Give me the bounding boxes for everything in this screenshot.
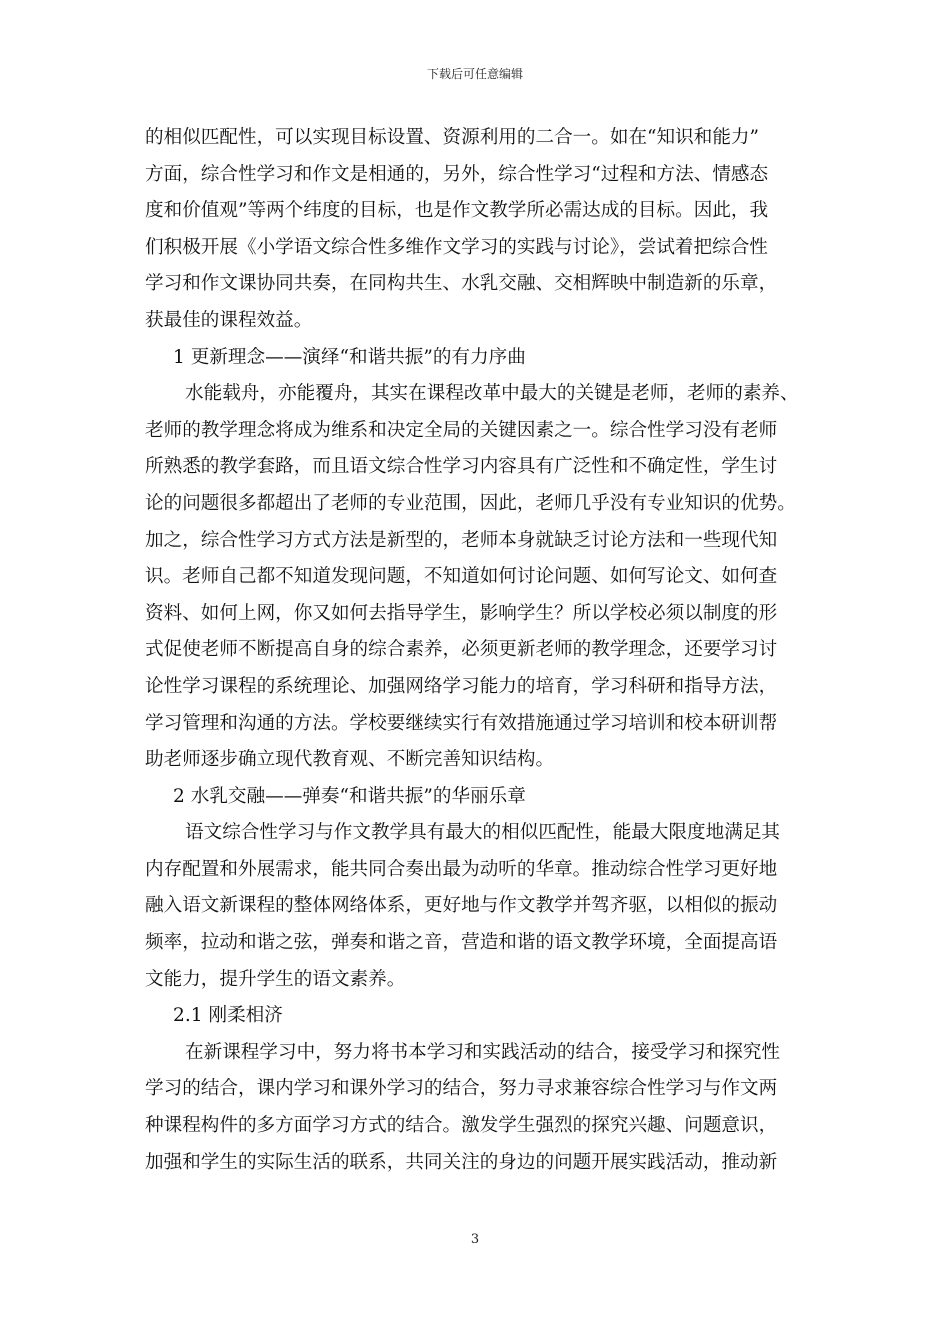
text-line: 论性学习课程的系统理论、加强网络学习能力的培育，学习科研和指导方法， [145,675,778,697]
page-header: 下载后可任意编辑 [426,67,523,81]
text-line: 们积极开展《小学语文综合性多维作文学习的实践与讨论》，尝试着把综合性 [145,236,768,258]
text-line: 内存配置和外展需求，能共同合奏出最为动听的华章。推动综合性学习更好地 [145,858,778,880]
text-line: 文能力，提升学生的语文素养。 [145,968,406,990]
paragraph [145,120,813,340]
text-line: 语文综合性学习与作文教学具有最大的相似匹配性，能最大限度地满足其 [185,822,781,844]
text-line: 种课程构件的多方面学习方式的结合。激发学生强烈的探究兴趣、问题意识， [145,1115,778,1137]
section-heading: 1 更新理念——演绎“和谐共振”的有力序曲 [173,346,526,368]
subsection-heading: 2.1 刚柔相济 [173,1005,283,1027]
text-line: 在新课程学习中，努力将书本学习和实践活动的结合，接受学习和探究性 [185,1041,781,1063]
text-line: 水能载舟，亦能覆舟，其实在课程改革中最大的关键是老师，老师的素养、 [185,383,799,405]
text-line: 学习的结合，课内学习和课外学习的结合，努力寻求兼容综合性学习与作文两 [145,1078,778,1100]
page-number: 3 [470,1232,480,1247]
text-line: 式促使老师不断提高自身的综合素养，必须更新老师的教学理念，还要学习讨 [145,639,778,661]
text-line: 获最佳的课程效益。 [145,309,313,331]
text-line: 频率，拉动和谐之弦，弹奏和谐之音，营造和谐的语文教学环境，全面提高语 [145,932,778,954]
paragraph [145,815,813,998]
text-line: 资料、如何上网，你又如何去指导学生，影响学生？所以学校必须以制度的形 [145,602,778,624]
text-line: 方面，综合性学习和作文是相通的，另外，综合性学习“过程和方法、情感态 [145,163,769,185]
text-line: 论的问题很多都超出了老师的专业范围，因此，老师几乎没有专业知识的优势。 [145,492,796,514]
text-line: 加强和学生的实际生活的联系，共同关注的身边的问题开展实践活动，推动新 [145,1151,778,1173]
text-line: 融入语文新课程的整体网络体系，更好地与作文教学并驾齐驱，以相似的振动 [145,895,778,917]
text-line: 学习管理和沟通的方法。学校要继续实行有效措施通过学习培训和校本研训帮 [145,712,778,734]
text-line: 加之，综合性学习方式方法是新型的，老师本身就缺乏讨论方法和一些现代知 [145,529,778,551]
text-line: 助老师逐步确立现代教育观、不断完善知识结构。 [145,749,555,771]
text-line: 所熟悉的教学套路，而且语文综合性学习内容具有广泛性和不确定性，学生讨 [145,456,778,478]
paragraph [145,1035,813,1181]
text-line: 的相似匹配性，可以实现目标设置、资源利用的二合一。如在“知识和能力” [145,127,760,148]
paragraph [145,376,813,779]
text-line: 老师的教学理念将成为维系和决定全局的关键因素之一。综合性学习没有老师 [145,419,778,441]
text-line: 识。老师自己都不知道发现问题，不知道如何讨论问题、如何写论文、如何查 [145,566,778,588]
text-line: 度和价值观”等两个纬度的目标，也是作文教学所必需达成的目标。因此，我 [145,200,769,222]
document-body [145,120,813,1181]
section-heading: 2 水乳交融——弹奏“和谐共振”的华丽乐章 [173,785,526,807]
text-line: 学习和作文课协同共奏，在同构共生、水乳交融、交相辉映中制造新的乐章， [145,273,778,295]
